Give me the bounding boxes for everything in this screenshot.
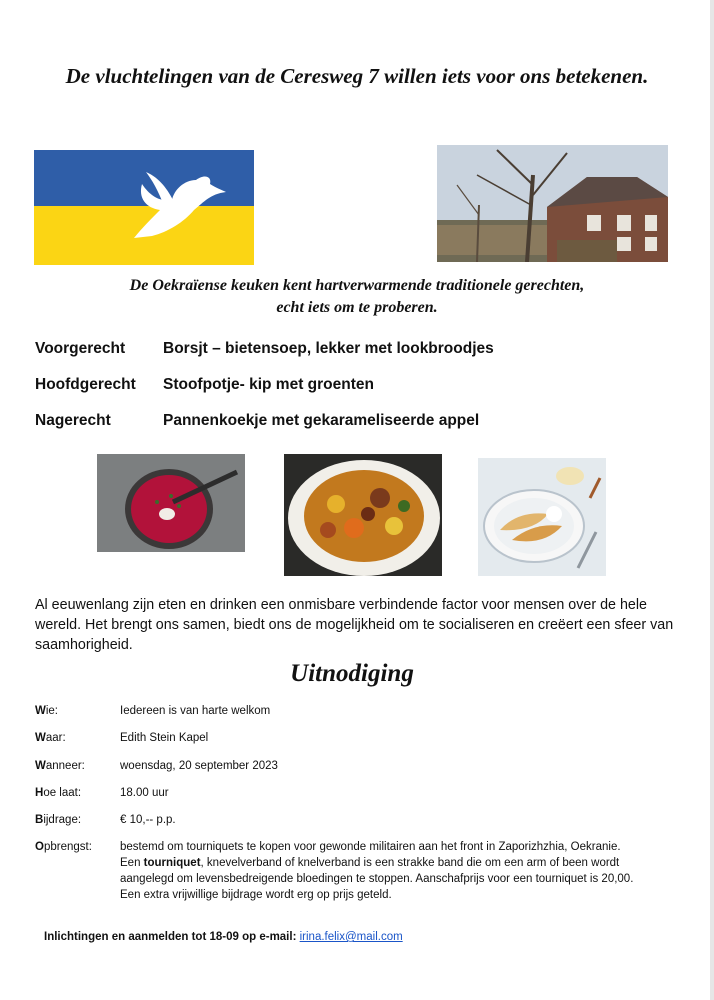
stew-drawing [284,454,442,576]
proceeds-line: Een tourniquet, knevelverband of knelverband is een strakke band die om een arm of been wordt [120,857,620,869]
menu-course: Nagerecht [35,412,111,429]
detail-label: Bijdrage: [35,814,82,826]
menu-row-main [35,376,655,412]
detail-value: € 10,-- p.p. [120,814,176,826]
detail-label: Hoe laat: [35,787,82,799]
subtitle-line-2: echt iets om te proberen. [276,299,438,316]
menu-dish: Borsjt – bietensoep, lekker met lookbroodjes [163,340,494,357]
detail-value: Edith Stein Kapel [120,732,209,744]
contact-footer [44,931,403,943]
pancake-drawing [478,458,606,576]
menu-course: Hoofdgerecht [35,376,136,393]
detail-label: Opbrengst: [35,841,92,853]
detail-label: Wie: [35,705,59,717]
detail-value: Iedereen is van harte welkom [120,705,271,717]
menu-list [35,340,655,448]
page-title: De vluchtelingen van de Ceresweg 7 willen iets voor ons betekenen. [65,64,649,88]
borscht-drawing [97,454,245,552]
subtitle-line-1: De Oekraïense keuken kent hartverwarmende traditionele gerechten, [129,277,585,294]
menu-course: Voorgerecht [35,340,126,357]
pancake-photo [478,458,606,576]
proceeds-text [120,839,680,903]
house-photo [437,145,668,262]
footer-text: Inlichtingen en aanmelden tot 18-09 op e-mail: [44,931,300,943]
detail-label: Wanneer: [35,760,85,772]
menu-dish: Stoofpotje- kip met groenten [163,376,374,393]
proceeds-line: aangelegd om levensbedreigende bloedingen te stoppen. Aanschafprijs voor een tourniquet is 20,00. [120,873,634,885]
menu-row-dessert [35,412,655,448]
house-photo-drawing [437,145,668,262]
page-edge [710,0,714,1000]
invitation-heading: Uitnodiging [290,660,414,687]
menu-row-starter [35,340,655,376]
detail-value: woensdag, 20 september 2023 [120,760,278,772]
subtitle [40,275,674,319]
intro-paragraph: Al eeuwenlang zijn eten en drinken een onmisbare verbindende factor voor mensen over de hele wereld. Het brengt ons samen, biedt ons de mogelijkheid om te socialiseren en creëert een sfeer van saamhorigheid. [35,597,674,653]
proceeds-line: Een extra vrijwillige bijdrage wordt erg op prijs geteld. [120,889,392,901]
proceeds-line: bestemd om tourniquets te kopen voor gewonde militairen aan het front in Zaporizhzhia, Oekranie. [120,841,621,853]
borscht-photo [97,454,245,552]
detail-value: 18.00 uur [120,787,169,799]
email-link[interactable]: irina.felix@mail.com [299,931,403,943]
detail-label: Waar: [35,732,66,744]
stew-photo [284,454,442,576]
dove-icon [34,150,254,265]
ukraine-flag-image [34,150,254,265]
menu-dish: Pannenkoekje met gekarameliseerde appel [163,412,480,429]
